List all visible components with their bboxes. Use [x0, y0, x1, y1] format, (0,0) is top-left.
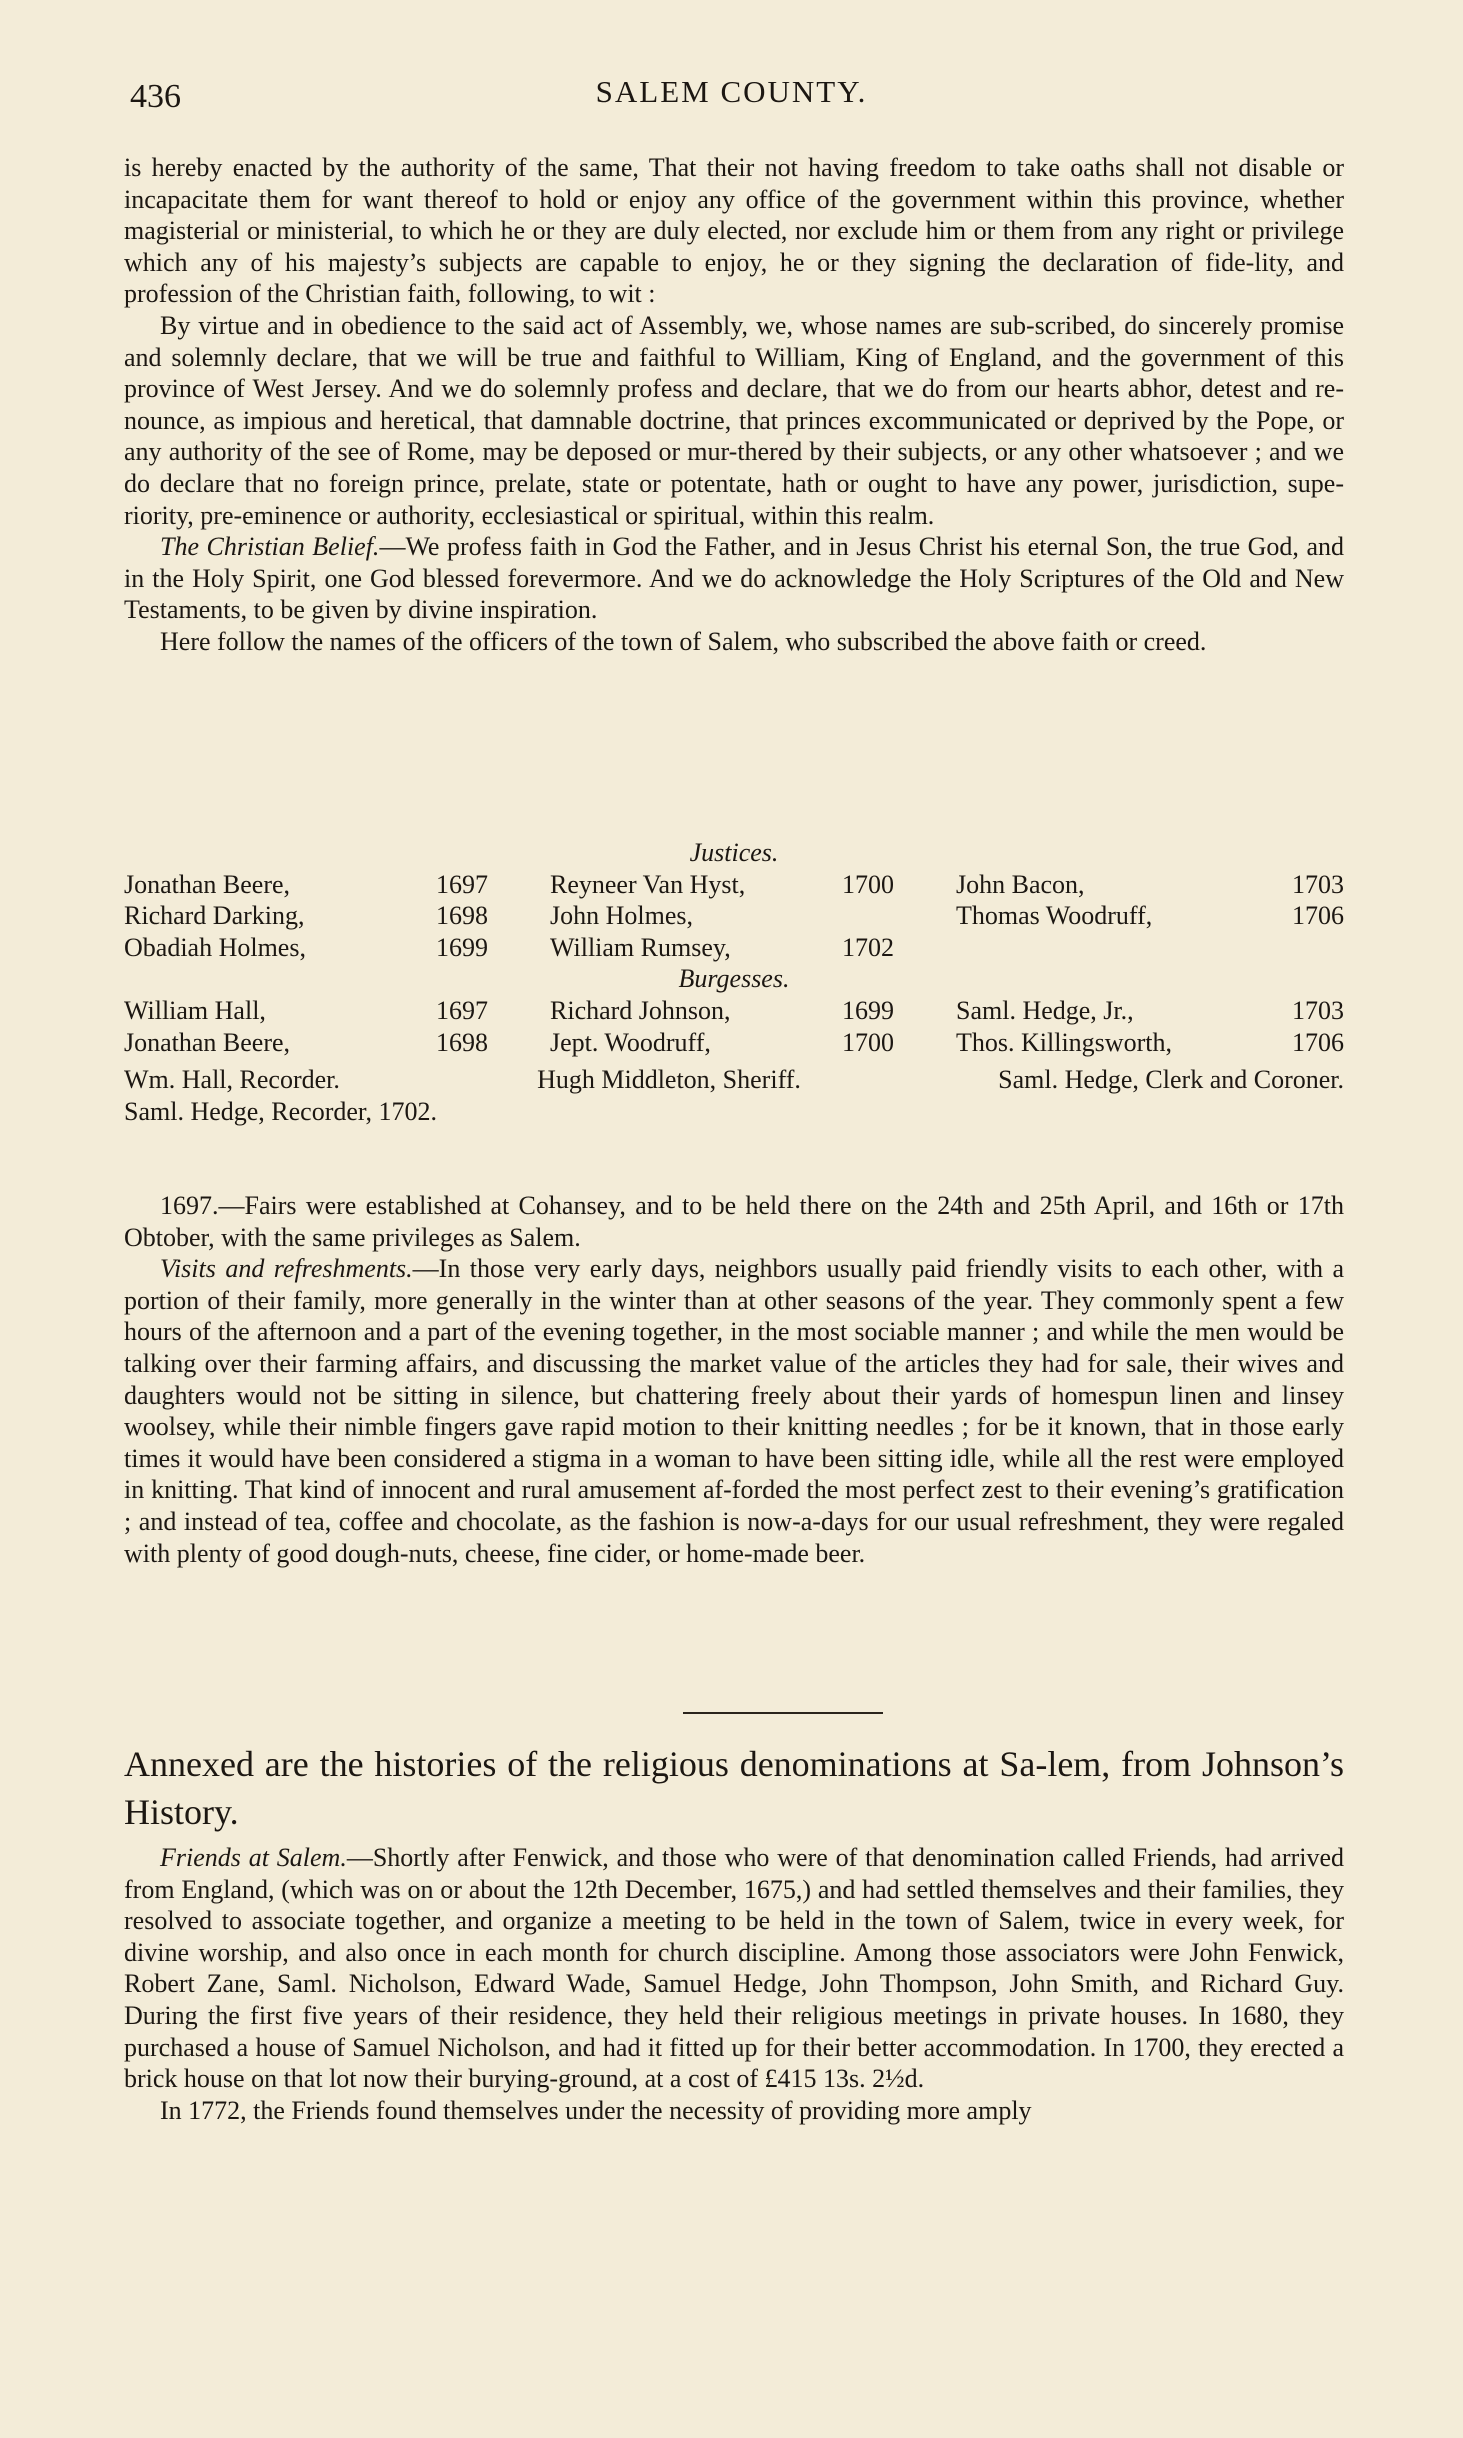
- running-title: SALEM COUNTY.: [595, 74, 868, 109]
- officer-year: 1700: [842, 869, 894, 899]
- recorder: Wm. Hall, Recorder.: [124, 1065, 340, 1095]
- officer-name: Richard Darking,: [124, 901, 305, 931]
- officer-year: 1697: [436, 995, 488, 1025]
- officer-name: Jonathan Beere,: [124, 1027, 291, 1057]
- officer-name: William Hall,: [124, 995, 266, 1025]
- burgess-row: [124, 1027, 1344, 1059]
- section-friends: [124, 1842, 1344, 2126]
- burgesses-heading: Burgesses.: [678, 964, 790, 994]
- officer-year: 1698: [436, 901, 488, 931]
- sheriff: Hugh Middleton, Sheriff.: [537, 1065, 801, 1095]
- officer-name: Thomas Woodruff,: [956, 901, 1153, 931]
- paragraph-fairs: 1697.—Fairs were established at Cohansey, and to be held there on the 24th and 25th April, and 16th or 17th Obtober, with the same privileges as Salem.: [124, 1191, 1344, 1252]
- paragraph-declaration: By virtue and in obedience to the said act of Assembly, we, whose names are sub-scribed, do sincerely promise and solemnly declare, that we will be true and faithful to William, King of England, and the government of this province of West Jersey. And we do solemnly profess and declare, that we do from our hearts abhor, detest and re-nounce, as impious and heretical, that damnable doctrine, that princes excommunicated or deprived by the Pope, or any authority of the see of Rome, may be deposed or mur-thered by their subjects, or any other whatsoever ; and we do declare that no foreign prince, prelate, state or potentate, hath or ought to have any power, jurisdiction, supe-riority, pre-eminence or authority, ecclesiastical or spiritual, within this realm.: [124, 310, 1344, 530]
- paragraph-friends: [124, 1842, 1344, 2095]
- section-customs: [124, 1190, 1344, 1569]
- officer-name: Jept. Woodruff,: [550, 1027, 711, 1057]
- justice-row: [124, 869, 1344, 901]
- burgess-row: [124, 995, 1344, 1027]
- officer-year: [842, 900, 956, 932]
- justices-heading: Justices.: [689, 838, 779, 867]
- officer-name: John Holmes,: [550, 901, 693, 931]
- officer-name: Saml. Hedge, Jr.,: [956, 995, 1134, 1025]
- paragraph-belief: [124, 531, 1344, 626]
- officer-year: 1697: [436, 869, 488, 899]
- visits-title: Visits and refreshments.: [160, 1254, 413, 1284]
- officer-name: Richard Johnson,: [550, 995, 731, 1025]
- justice-row: [124, 932, 1344, 964]
- belief-title: The Christian Belief.: [160, 532, 380, 562]
- officer-year: 1700: [842, 1027, 894, 1057]
- justices-table: [124, 869, 1344, 964]
- officer-year: [1256, 932, 1344, 964]
- section-religious: [124, 1740, 1344, 1836]
- clerk: Saml. Hedge, Clerk and Coroner.: [998, 1065, 1344, 1095]
- officer-year: 1703: [1292, 995, 1344, 1025]
- officer-name: John Bacon,: [956, 869, 1085, 899]
- burgesses-table: [124, 995, 1344, 1058]
- section-enactment: [124, 152, 1344, 658]
- officer-year: 1698: [436, 1027, 488, 1057]
- officer-year: 1706: [1292, 1027, 1344, 1057]
- recorder-1702: Saml. Hedge, Recorder, 1702.: [124, 1096, 438, 1126]
- section-divider: [683, 1712, 883, 1714]
- friends-title: Friends at Salem.: [160, 1843, 347, 1872]
- officer-year: 1699: [842, 995, 894, 1025]
- officer-roles: [124, 1064, 1344, 1096]
- officers-list: [124, 837, 1344, 1127]
- officer-year: 1699: [436, 932, 488, 962]
- paragraph-officers-intro: Here follow the names of the officers of the town of Salem, who subscribed the above faith or creed.: [160, 626, 1207, 656]
- officer-name: Thos. Killingsworth,: [956, 1027, 1172, 1057]
- officer-name: William Rumsey,: [550, 932, 731, 962]
- officer-year: 1703: [1292, 869, 1344, 899]
- page-number: 436: [130, 78, 181, 115]
- visits-text: —In those very early days, neighbors usually paid friendly visits to each other, with a portion of their family, more generally in the winter than at other seasons of the year. They commonly spent a few hours of the afternoon and a part of the evening together, in the most sociable manner ; and while the men would be talking over their farming affairs, and discussing the market value of the articles they had for sale, their wives and daughters would not be sitting in silence, but chattering freely about their yards of homespun linen and linsey woolsey, while their nimble fingers gave rapid motion to their knitting needles ; for be it known, that in those early times it would have been considered a stigma in a woman to have been sitting idle, while all the rest were employed in knitting. That kind of innocent and rural amusement af-forded the most perfect zest to their evening’s gratification ; and instead of tea, coffee and chocolate, as the fashion is now-a-days for our usual refreshment, they were regaled with plenty of good dough-nuts, cheese, fine cider, or home-made beer.: [124, 1254, 1344, 1568]
- belief-text: —We profess faith in God the Father, and in Jesus Christ his eternal Son, the true God, and in the Holy Spirit, one God blessed forevermore. And we do acknowledge the Holy Scriptures of the Old and New Testaments, to be given by divine inspiration.: [124, 532, 1344, 625]
- paragraph-last-line: In 1772, the Friends found themselves under the necessity of providing more amply: [160, 2095, 1032, 2125]
- justice-row: [124, 900, 1344, 932]
- officer-name: Reyneer Van Hyst,: [550, 869, 746, 899]
- officer-name: [956, 932, 1256, 964]
- paragraph-visits: [124, 1253, 1344, 1569]
- officer-name: Obadiah Holmes,: [124, 932, 306, 962]
- officer-name: Jonathan Beere,: [124, 869, 291, 899]
- religious-heading: Annexed are the histories of the religious denominations at Sa-lem, from Johnson’s History.: [124, 1744, 1344, 1832]
- officer-year: 1702: [842, 932, 894, 962]
- paragraph-enactment: is hereby enacted by the authority of the same, That their not having freedom to take oaths shall not disable or incapacitate them for want thereof to hold or enjoy any office of the government within this province, whether magisterial or ministerial, to which he or they are duly elected, nor exclude him or them from any right or privilege which any of his majesty’s subjects are capable to enjoy, he or they signing the declaration of fide-lity, and profession of the Christian faith, following, to wit :: [124, 153, 1344, 309]
- officer-year: 1706: [1292, 901, 1344, 931]
- friends-text: —Shortly after Fenwick, and those who were of that denomination called Friends, had arrived from England, (which was on or about the 12th December, 1675,) and had settled themselves and their families, they resolved to associate together, and organize a meeting to be held in the town of Salem, twice in every week, for divine worship, and also once in each month for church discipline. Among those associators were John Fenwick, Robert Zane, Saml. Nicholson, Edward Wade, Samuel Hedge, John Thompson, John Smith, and Richard Guy. During the first five years of their residence, they held their religious meetings in private houses. In 1680, they purchased a house of Samuel Nicholson, and had it fitted up for their better accommodation. In 1700, they erected a brick house on that lot now their burying-ground, at a cost of £415 13s. 2½d.: [124, 1843, 1344, 2094]
